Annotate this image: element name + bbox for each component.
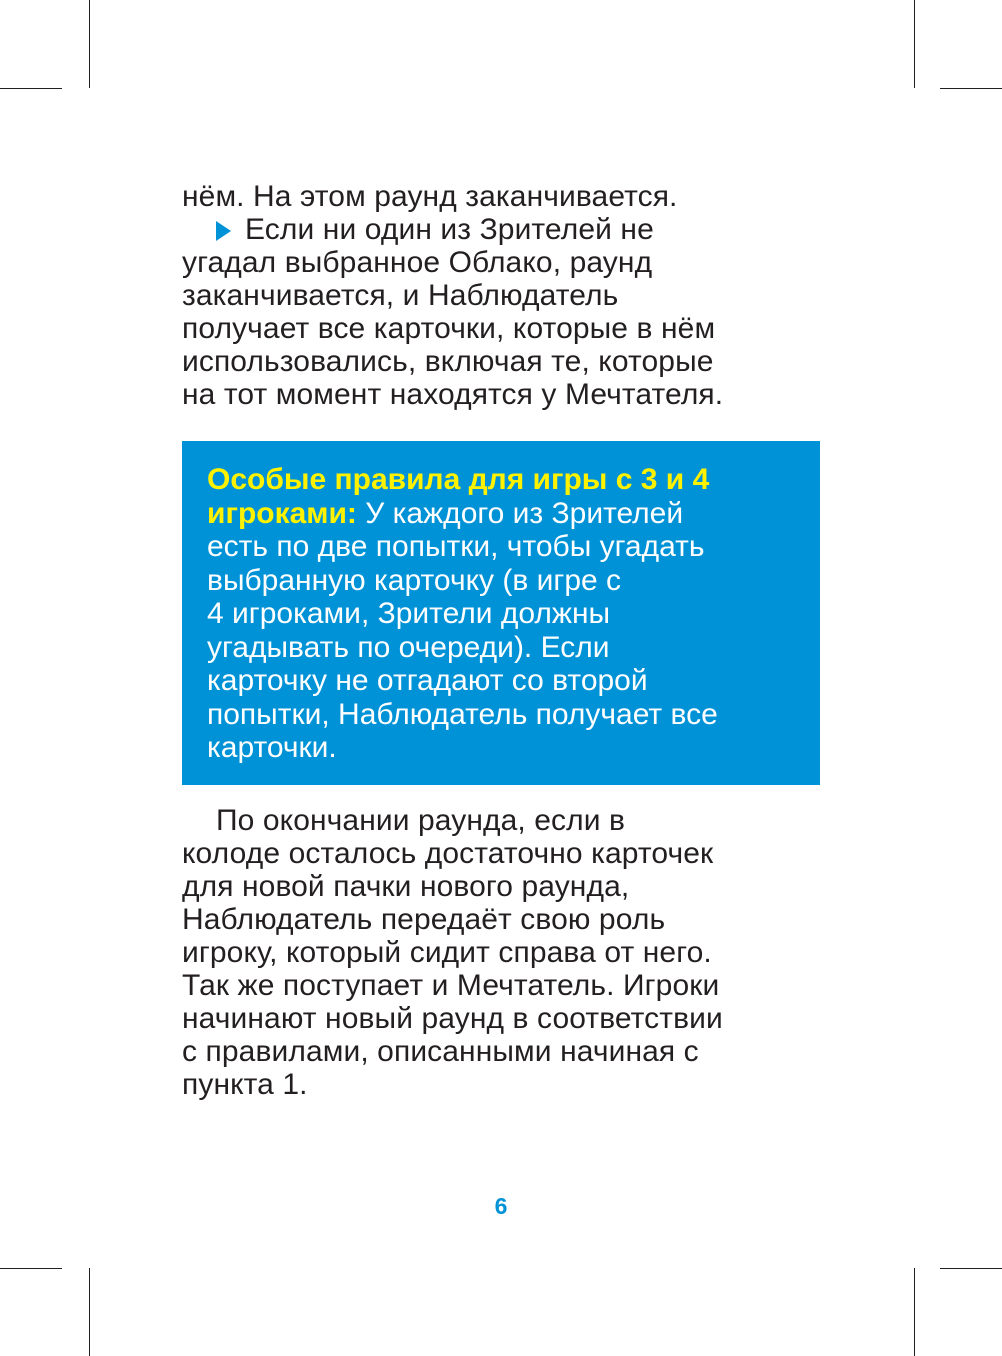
crop-mark-bottom-left-vertical: [89, 1268, 90, 1356]
note-title-line: Особые правила для игры с 3 и 4: [207, 463, 710, 496]
triangle-bullet-icon: [216, 221, 231, 241]
text-line: начинают новый раунд в соответствии: [182, 1002, 723, 1035]
text-line: Так же поступает и Мечтатель. Игроки: [182, 969, 720, 1002]
text-line: игроку, который сидит справа от него.: [182, 936, 712, 969]
text-line: По окончании раунда, если в: [216, 804, 626, 837]
text-line: Наблюдатель передаёт свою роль: [182, 903, 666, 936]
text-line: с правилами, описанными начиная с: [182, 1035, 699, 1068]
text-line: для новой пачки нового раунда,: [182, 870, 630, 903]
text-line: угадал выбранное Облако, раунд: [182, 246, 653, 279]
crop-mark-top-left-horizontal: [0, 88, 62, 89]
text-line: колоде осталось достаточно карточек: [182, 837, 714, 870]
text-line: есть по две попытки, чтобы угадать: [207, 530, 705, 563]
text-line: пункта 1.: [182, 1068, 308, 1101]
text-line: угадывать по очереди). Если: [207, 630, 610, 664]
text-line: карточку не отгадают со второй: [207, 664, 648, 697]
paragraph-bottom: [182, 804, 822, 1101]
crop-mark-bottom-right-vertical: [914, 1268, 915, 1356]
special-rules-box: [182, 441, 820, 785]
text-line: получает все карточки, которые в нём: [182, 312, 716, 345]
crop-mark-top-right-vertical: [914, 0, 915, 88]
text-line: заканчивается, и Наблюдатель: [182, 279, 619, 312]
text-line: использовались, включая те, которые: [182, 345, 714, 378]
text-line: выбранную карточку (в игре с: [207, 563, 622, 597]
text-line: У каждого из Зрителей: [356, 496, 684, 530]
text-line: попытки, Наблюдатель получает все: [207, 697, 718, 731]
text-line: нём. На этом раунд заканчивается.: [182, 180, 678, 213]
crop-mark-bottom-right-horizontal: [940, 1268, 1002, 1269]
crop-mark-top-left-vertical: [89, 0, 90, 88]
text-line: карточки.: [207, 731, 337, 764]
paragraph-top: [182, 180, 822, 411]
text-line: на тот момент находятся у Мечтателя.: [182, 378, 724, 411]
crop-mark-bottom-left-horizontal: [0, 1268, 62, 1269]
page-number: 6: [494, 1193, 508, 1219]
bullet-line: [182, 213, 822, 246]
crop-mark-top-right-horizontal: [940, 88, 1002, 89]
text-line: 4 игроками, Зрители должны: [207, 597, 611, 630]
text-line: Если ни один из Зрителей не: [245, 213, 654, 246]
note-title-end: игроками:: [207, 496, 357, 530]
note-line: [207, 497, 800, 531]
